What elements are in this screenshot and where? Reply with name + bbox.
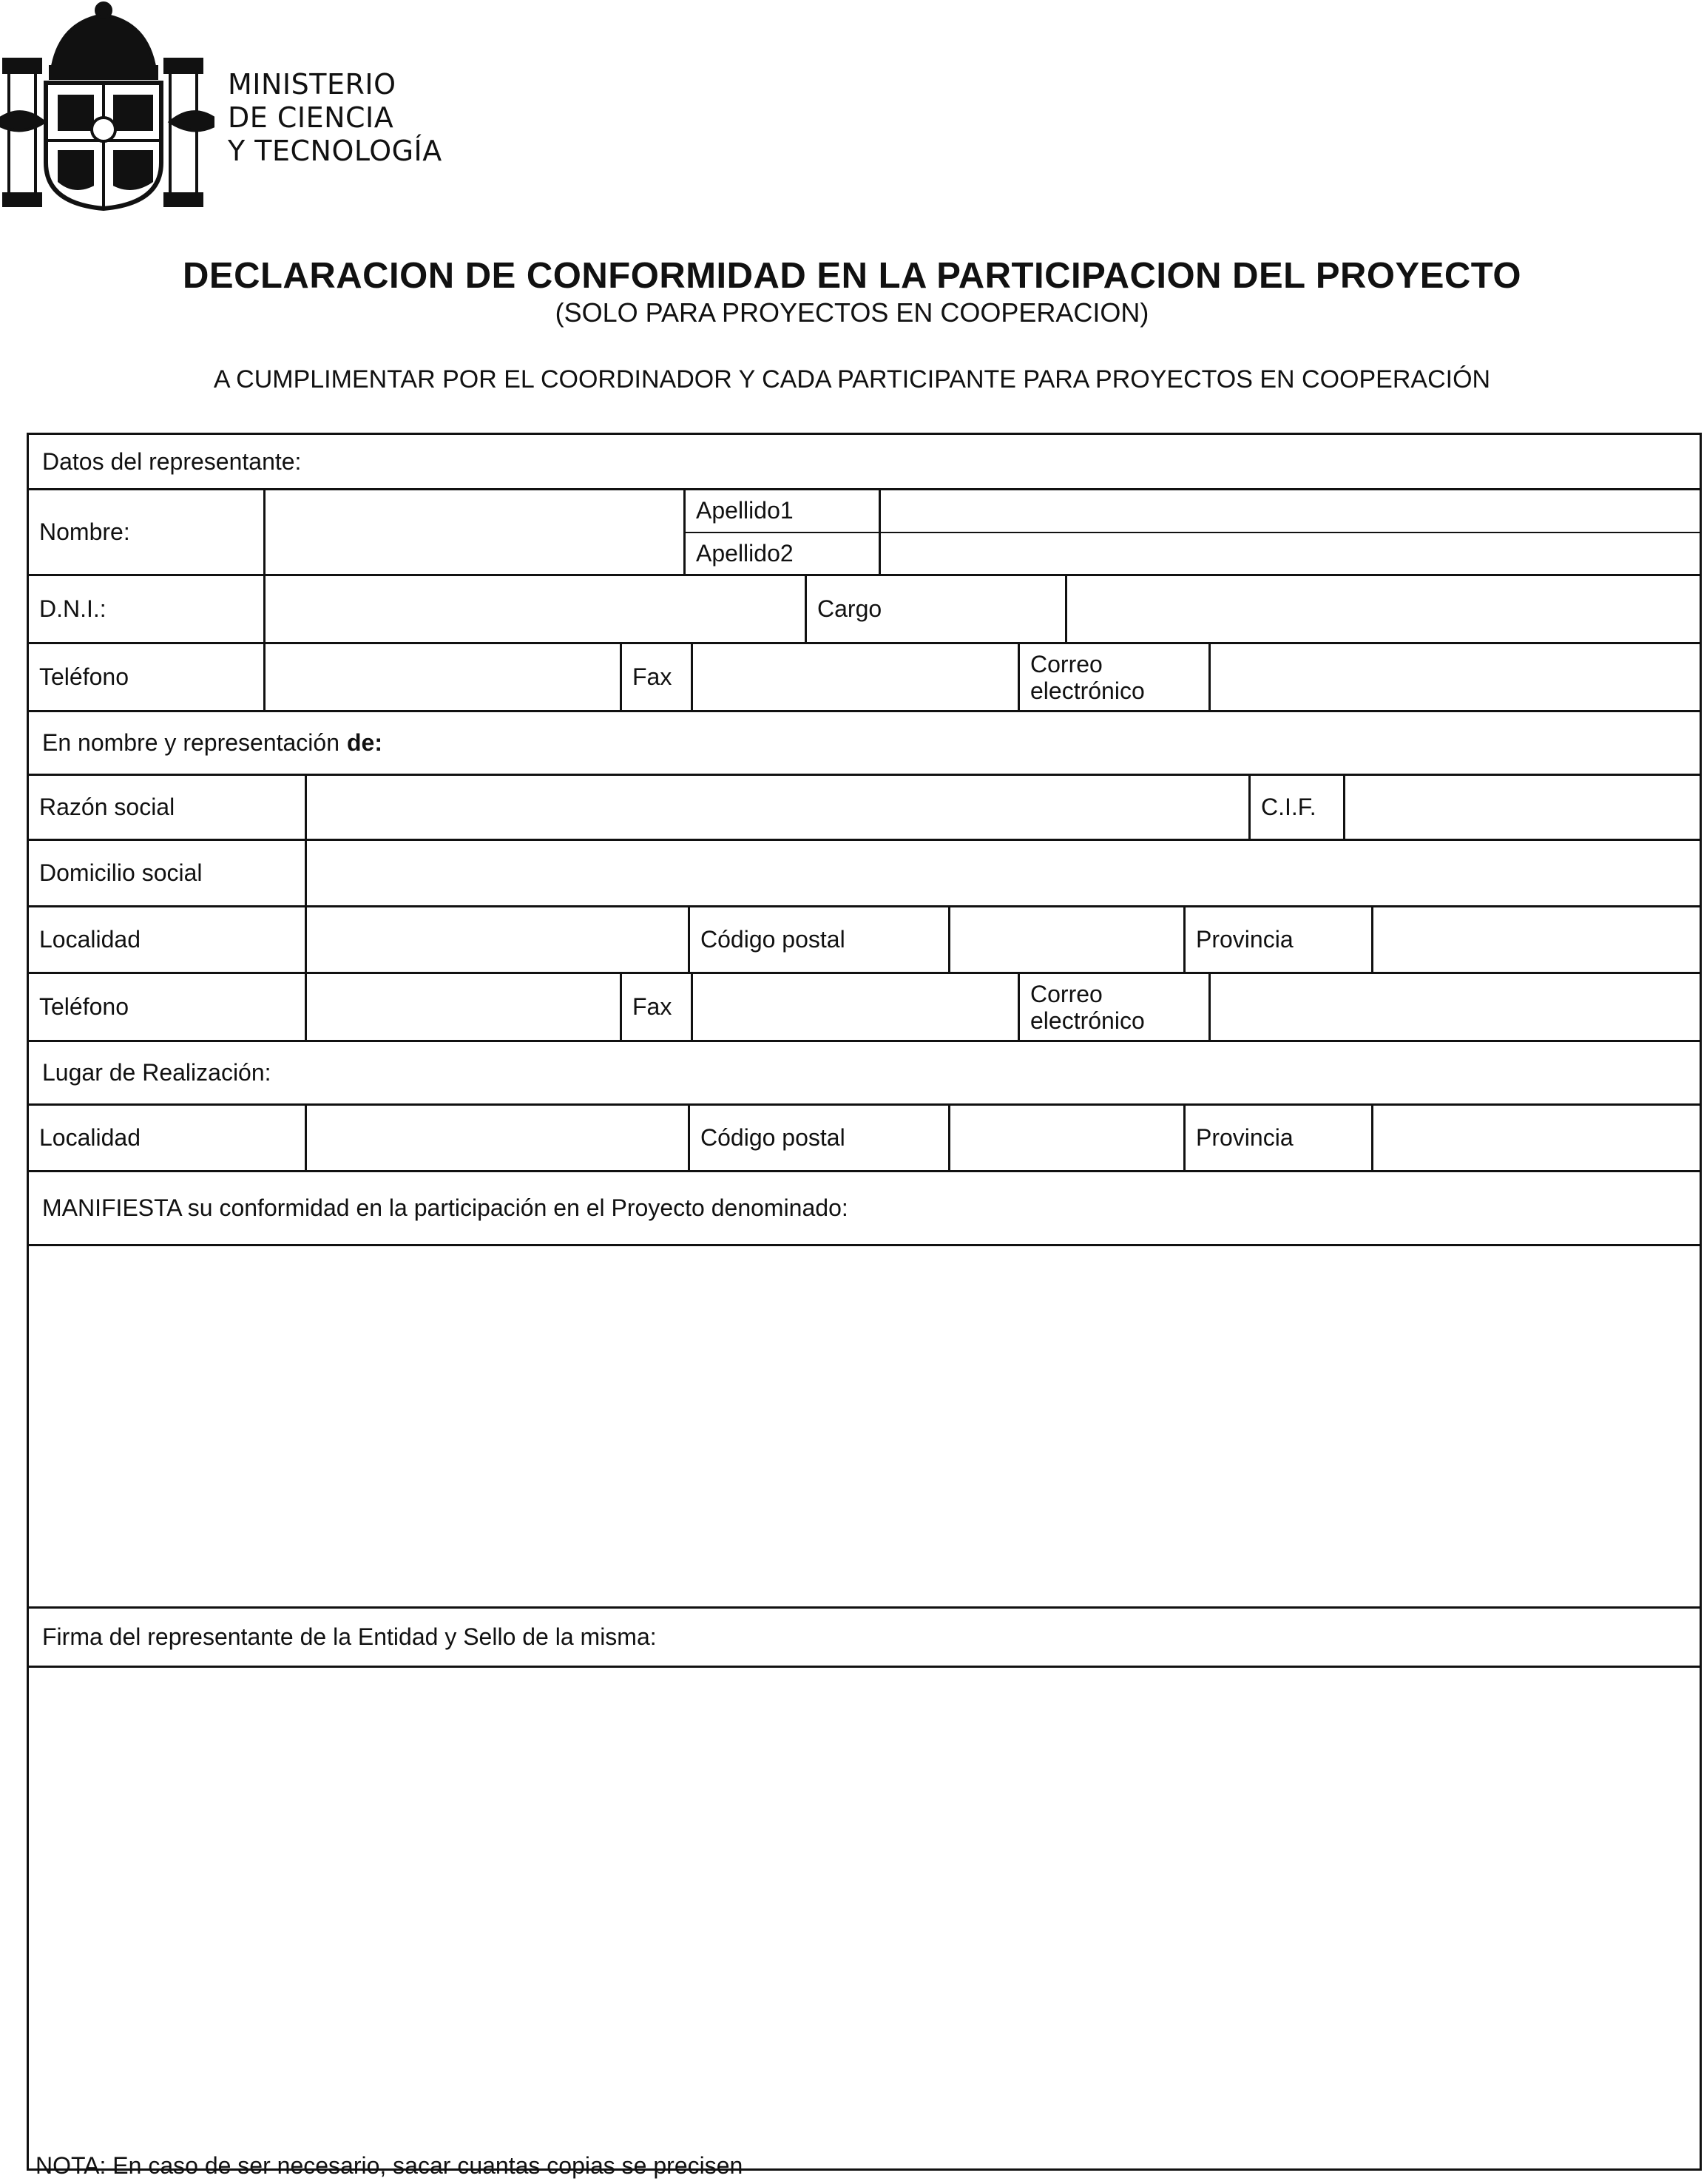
row-localidad-entidad bbox=[29, 905, 1700, 972]
section-label: Lugar de Realización: bbox=[42, 1059, 271, 1086]
proyecto-denominado-field[interactable] bbox=[29, 1244, 1700, 1606]
domicilio-field[interactable] bbox=[307, 841, 1700, 905]
correo-field[interactable] bbox=[1211, 644, 1700, 710]
apellido1-field[interactable] bbox=[881, 490, 1700, 532]
row-nombre bbox=[29, 488, 1700, 574]
section-label bbox=[29, 712, 1700, 774]
cif-label: C.I.F. bbox=[1251, 776, 1345, 839]
ministry-line: MINISTERIO bbox=[228, 68, 396, 101]
razon-social-label: Razón social bbox=[29, 776, 307, 839]
telefono-label: Teléfono bbox=[29, 644, 266, 710]
firma-sello-field[interactable] bbox=[29, 1666, 1700, 2171]
telefono-label: Teléfono bbox=[29, 974, 307, 1040]
dni-label: D.N.I.: bbox=[29, 576, 266, 642]
section-label-normal: En nombre y representación bbox=[42, 729, 339, 756]
correo-field[interactable] bbox=[1211, 974, 1700, 1040]
dni-field[interactable] bbox=[266, 576, 807, 642]
firma-label: Firma del representante de la Entidad y Sello de la misma: bbox=[42, 1623, 657, 1650]
coat-of-arms-icon bbox=[0, 0, 214, 214]
apellido2-label: Apellido2 bbox=[686, 532, 879, 575]
cif-field[interactable] bbox=[1345, 776, 1700, 839]
section-realizacion bbox=[29, 1040, 1700, 1103]
section-representante bbox=[29, 435, 1700, 488]
section-label-bold: de: bbox=[347, 729, 382, 756]
localidad-label: Localidad bbox=[29, 907, 307, 972]
row-dni bbox=[29, 574, 1700, 642]
ministry-line: Y TECNOLOGÍA bbox=[228, 135, 442, 167]
row-razon-social bbox=[29, 774, 1700, 839]
instruction-text: A CUMPLIMENTAR POR EL COORDINADOR Y CADA PARTICIPANTE PARA PROYECTOS EN COOPERACIÓN bbox=[213, 365, 1491, 393]
footnote: NOTA: En caso de ser necesario, sacar cuantas copias se precisen bbox=[36, 2152, 743, 2179]
row-telefono-entidad bbox=[29, 972, 1700, 1040]
correo-label: Correo electrónico bbox=[1020, 644, 1211, 710]
telefono-field[interactable] bbox=[266, 644, 622, 710]
codigo-postal-label: Código postal bbox=[690, 907, 950, 972]
ministry-line: DE CIENCIA bbox=[228, 101, 394, 134]
provincia-field[interactable] bbox=[1373, 1106, 1700, 1170]
fax-field[interactable] bbox=[693, 644, 1020, 710]
localidad-field[interactable] bbox=[307, 1106, 690, 1170]
apellido2-field[interactable] bbox=[881, 532, 1700, 575]
row-domicilio bbox=[29, 839, 1700, 905]
page-header bbox=[0, 0, 1704, 222]
section-entidad bbox=[29, 710, 1700, 774]
codigo-postal-field[interactable] bbox=[950, 907, 1186, 972]
row-telefono-representante bbox=[29, 642, 1700, 710]
row-localidad-realizacion bbox=[29, 1103, 1700, 1170]
cargo-label: Cargo bbox=[807, 576, 1067, 642]
fax-label: Fax bbox=[622, 644, 693, 710]
apellido1-label: Apellido1 bbox=[696, 497, 794, 524]
localidad-label: Localidad bbox=[29, 1106, 307, 1170]
localidad-field[interactable] bbox=[307, 907, 690, 972]
section-label: Datos del representante: bbox=[42, 447, 302, 475]
section-firma bbox=[29, 1606, 1700, 1666]
cargo-field[interactable] bbox=[1067, 576, 1700, 642]
nombre-label: Nombre: bbox=[29, 490, 266, 574]
document-subtitle: (SOLO PARA PROYECTOS EN COOPERACION) bbox=[555, 297, 1149, 328]
ministry-name bbox=[228, 68, 442, 168]
apellido-fields bbox=[881, 490, 1700, 574]
provincia-label: Provincia bbox=[1186, 907, 1373, 972]
provincia-label: Provincia bbox=[1186, 1106, 1373, 1170]
codigo-postal-field[interactable] bbox=[950, 1106, 1186, 1170]
fax-label: Fax bbox=[622, 974, 693, 1040]
telefono-field[interactable] bbox=[307, 974, 622, 1040]
apellido-labels bbox=[686, 490, 881, 574]
correo-label: Correo electrónico bbox=[1020, 974, 1211, 1040]
nombre-field[interactable] bbox=[266, 490, 686, 574]
manifiesta-label: MANIFIESTA su conformidad en la participación en el Proyecto denominado: bbox=[42, 1194, 848, 1221]
provincia-field[interactable] bbox=[1373, 907, 1700, 972]
declaration-form bbox=[27, 433, 1702, 2171]
section-manifiesta bbox=[29, 1170, 1700, 1244]
domicilio-label: Domicilio social bbox=[29, 841, 307, 905]
codigo-postal-label: Código postal bbox=[690, 1106, 950, 1170]
razon-social-field[interactable] bbox=[307, 776, 1251, 839]
fax-field[interactable] bbox=[693, 974, 1020, 1040]
document-title: DECLARACION DE CONFORMIDAD EN LA PARTICIPACION DEL PROYECTO bbox=[183, 256, 1521, 296]
